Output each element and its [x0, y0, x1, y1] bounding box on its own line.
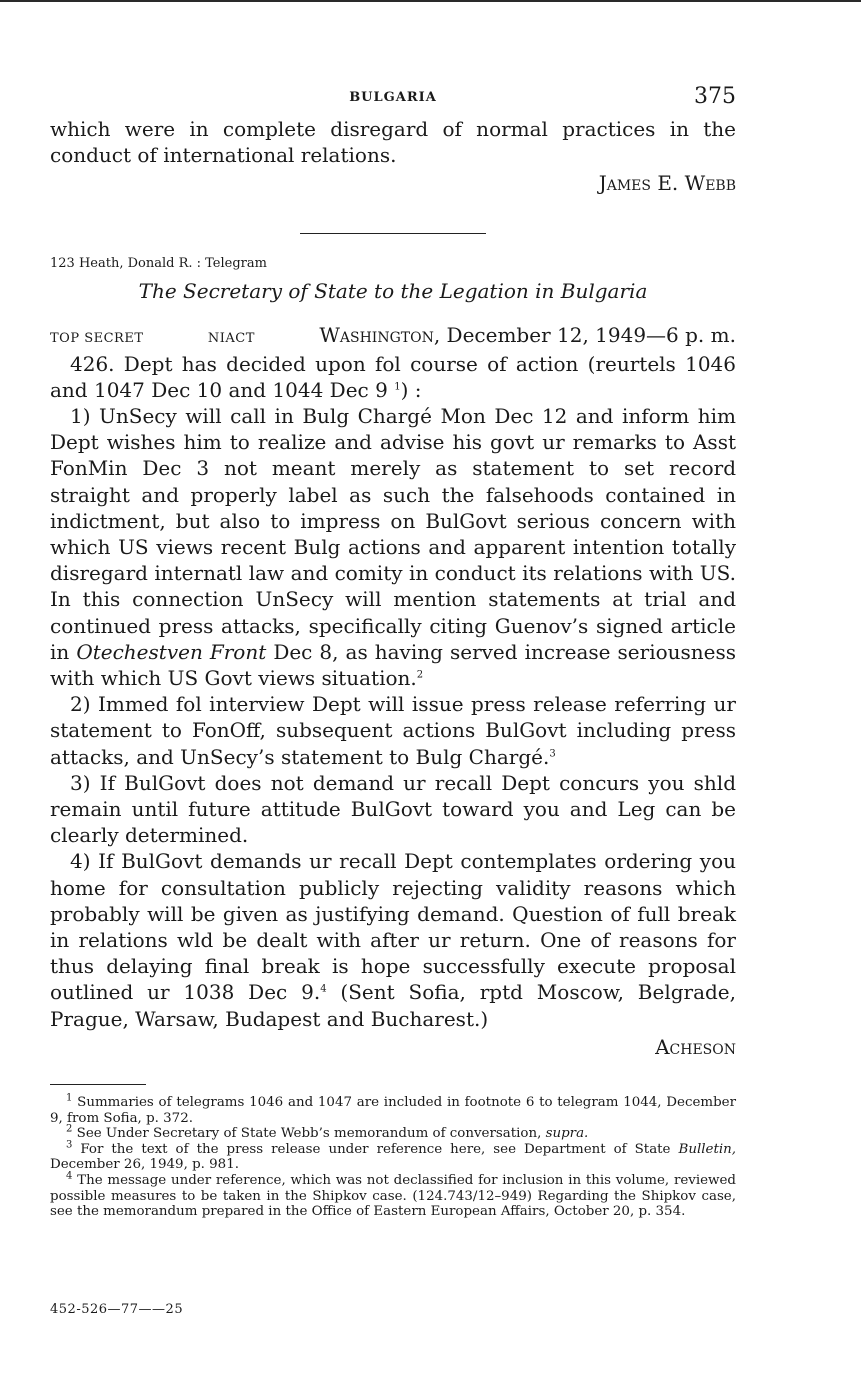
footnote-1: $^1$ Summaries of telegrams 1046 and 1047 are included in footnote 6 to telegram 1044, December 9, from Sofia, p. 372.: [50, 1092, 736, 1126]
closing-signature: Acheson: [655, 1034, 736, 1059]
running-head: [50, 84, 736, 116]
precedence-label: NIACT: [207, 330, 255, 346]
footnote-3: $^3$ For the text of the press release under reference here, see Department of State Bulletin, December 26, 1949, p. 981.: [50, 1139, 736, 1173]
paragraph-426: 426. Dept has decided upon fol course of action (reurtels 1046 and 1047 Dec 10 and 1044 Dec 9 $^1$) :: [50, 351, 736, 402]
section-divider: [300, 233, 486, 234]
intro-section: [50, 116, 736, 197]
page-number: 375: [694, 84, 736, 109]
file-note: 123 Heath, Donald R. : Telegram: [50, 255, 267, 271]
footnote-ref-4: 4: [320, 983, 327, 995]
intro-signature: James E. Webb: [598, 171, 736, 196]
footnote-divider: [50, 1084, 146, 1085]
dateline: [50, 323, 736, 347]
document-title: The Secretary of State to the Legation in Bulgaria: [138, 278, 648, 303]
paragraph-2: 2) Immed fol interview Dept will issue press release referring ur statement to FonOff, subsequent actions BulGovt including press attacks, and UnSecy’s statement to Bulg Chargé.$^3$: [50, 692, 736, 769]
running-title: BULGARIA: [349, 90, 437, 105]
footnote-ref-3: 3: [549, 748, 556, 759]
paragraph-1: 1) UnSecy will call in Bulg Chargé Mon Dec 12 and inform him Dept wishes him to realize and advise his govt ur remarks to Asst FonMin Dec 3 not meant merely as statement to set record straight and properly label as such the falsehoods contained in indictment, but also to impress on BulGovt serious concern with which US views recent Bulg actions and apparent intention totally disregard internatl law and comity in conduct its relations with US. In this connection UnSecy will mention statements at trial and continued press attacks, specifically citing Guenov’s signed article in Otechestven Front Dec 8, as having served increase seriousness with which US Govt views situation.$^2$: [50, 404, 737, 691]
telegram-body: [50, 351, 736, 1060]
page-top-border: [0, 0, 861, 2]
place: Washington: [319, 322, 434, 347]
document-page: [50, 84, 736, 1220]
date: , December 12, 1949—6 p. m.: [433, 322, 736, 347]
classification-label: TOP SECRET: [50, 330, 144, 346]
print-code: 452-526—77——25: [50, 1302, 184, 1317]
newspaper-title: Otechestven Front: [76, 639, 267, 664]
paragraph-4: 4) If BulGovt demands ur recall Dept contemplates ordering you home for consultation publicly rejecting validity reasons which probably will be given as justifying demand. Question of full break in relations wld be dealt with after ur return. One of reasons for thus delaying final break is hope successfully execute proposal outlined ur 1038 Dec 9.$^4$ (Sent Sofia, rptd Moscow, Belgrade, Prague, Warsaw, Budapest and Bucharest.): [50, 849, 736, 1031]
place-date: [319, 323, 736, 347]
footnote-2: $^2$ See Under Secretary of State Webb’s memorandum of conversation, supra.: [66, 1123, 589, 1142]
footnote-ref-2: 2: [416, 669, 424, 681]
footnote-ref-1: 1: [394, 381, 401, 393]
footnote-4: $^4$ The message under reference, which was not declassified for inclusion in this volume, reviewed possible measures to be taken in the Shipkov case. (124.743/12–949) Regarding the Shipkov case, see the memorandum prepared in the Office of Eastern European Affairs, October 20, p. 354.: [50, 1170, 736, 1220]
footnotes: [50, 1092, 736, 1220]
intro-paragraph: which were in complete disregard of normal practices in the conduct of international relations.: [50, 117, 736, 168]
paragraph-3: 3) If BulGovt does not demand ur recall Dept concurs you shld remain until future attitude BulGovt toward you and Leg can be clearly determined.: [50, 770, 736, 848]
